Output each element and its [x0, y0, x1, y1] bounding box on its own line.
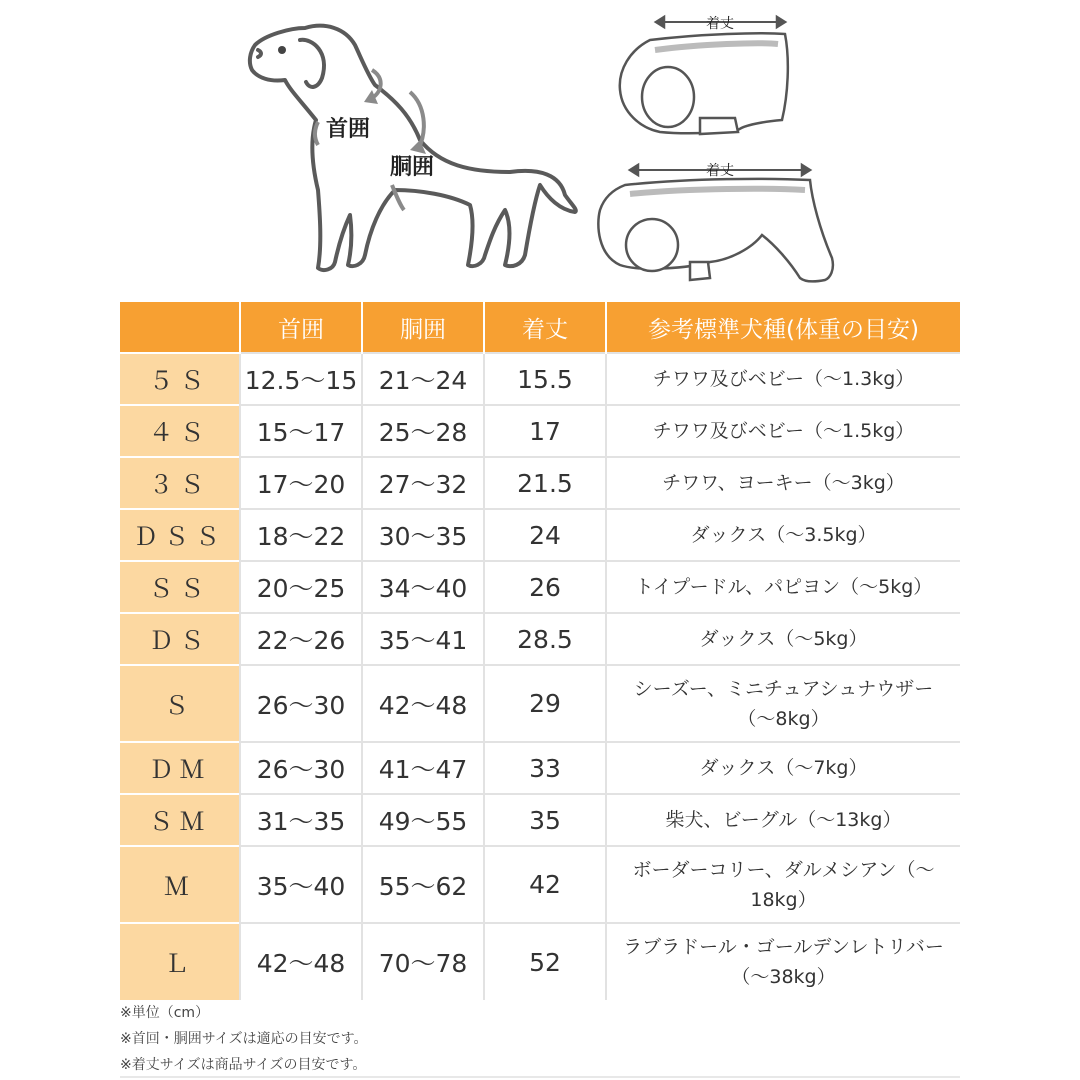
- breed-cell: [606, 923, 960, 1000]
- chest-label: 胴囲: [390, 155, 435, 180]
- table-row: [120, 665, 960, 742]
- length-cell: 24: [484, 509, 606, 561]
- size-cell: Ｍ: [120, 846, 240, 923]
- size-cell: ＳＳ: [120, 561, 240, 613]
- breed-line: チワワ及びベビー（～1.3kg）: [652, 368, 915, 390]
- size-chart-table: [120, 302, 960, 1000]
- breed-line: ダックス（～7kg）: [699, 757, 868, 779]
- length-cell: 15.5: [484, 353, 606, 405]
- table-row: [120, 742, 960, 794]
- size-cell: ＤＭ: [120, 742, 240, 794]
- size-cell: ４Ｓ: [120, 405, 240, 457]
- garment-top-icon: [620, 17, 788, 134]
- breed-cell: [606, 457, 960, 509]
- table-row: [120, 509, 960, 561]
- neck-cell: 15～17: [240, 405, 362, 457]
- dog-and-garment-drawing: [0, 0, 1080, 300]
- breed-cell: [606, 509, 960, 561]
- chest-cell: 35～41: [362, 613, 484, 665]
- length-cell: 42: [484, 846, 606, 923]
- length-cell: 26: [484, 561, 606, 613]
- table-row: [120, 457, 960, 509]
- breed-cell: [606, 742, 960, 794]
- breed-line: （～38kg）: [731, 966, 836, 988]
- size-cell: ３Ｓ: [120, 457, 240, 509]
- breed-cell: [606, 794, 960, 846]
- length-cell: 28.5: [484, 613, 606, 665]
- breed-line: 18kg）: [750, 888, 817, 911]
- note-unit: ※単位（cm）: [120, 1005, 210, 1021]
- breed-cell: [606, 665, 960, 742]
- chest-cell: 49～55: [362, 794, 484, 846]
- chest-cell: 41～47: [362, 742, 484, 794]
- garment-bottom-icon: [598, 165, 833, 281]
- header-chest: 胴囲: [362, 302, 484, 353]
- length-cell: 52: [484, 923, 606, 1000]
- breed-line: ボーダーコリー、ダルメシアン（～: [632, 858, 935, 881]
- neck-cell: 20～25: [240, 561, 362, 613]
- header-neck: 首囲: [240, 302, 362, 353]
- length-cell: 17: [484, 405, 606, 457]
- measurement-illustration: [0, 0, 1080, 300]
- footnotes: [120, 1000, 368, 1078]
- chest-cell: 55～62: [362, 846, 484, 923]
- breed-line: ダックス（～5kg）: [699, 628, 868, 650]
- neck-cell: 42～48: [240, 923, 362, 1000]
- breed-line: シーズー、ミニチュアシュナウザー: [633, 677, 934, 700]
- size-cell: ＤＳＳ: [120, 509, 240, 561]
- breed-line: チワワ及びベビー（～1.5kg）: [652, 420, 915, 442]
- size-cell: ５Ｓ: [120, 353, 240, 405]
- table-row: [120, 353, 960, 405]
- header-size: [120, 302, 240, 353]
- neck-cell: 31～35: [240, 794, 362, 846]
- size-cell: Ｓ: [120, 665, 240, 742]
- breed-line: ラブラドール・ゴールデンレトリバー: [623, 936, 944, 958]
- chest-cell: 70～78: [362, 923, 484, 1000]
- neck-cell: 18～22: [240, 509, 362, 561]
- breed-cell: [606, 613, 960, 665]
- table-row: [120, 405, 960, 457]
- length-cell: 35: [484, 794, 606, 846]
- neck-cell: 17～20: [240, 457, 362, 509]
- table-row: [120, 794, 960, 846]
- breed-line: ダックス（～3.5kg）: [690, 524, 877, 546]
- neck-cell: 26～30: [240, 742, 362, 794]
- header-breed: 参考標準犬種(体重の目安): [606, 302, 960, 353]
- bottom-length-label: 着丈: [706, 163, 734, 179]
- neck-cell: 35～40: [240, 846, 362, 923]
- length-cell: 33: [484, 742, 606, 794]
- chest-cell: 42～48: [362, 665, 484, 742]
- neck-cell: 12.5～15: [240, 353, 362, 405]
- note-neck-chest: ※首回・胴囲サイズは適応の目安です。: [120, 1031, 368, 1047]
- length-cell: 21.5: [484, 457, 606, 509]
- size-cell: Ｌ: [120, 923, 240, 1000]
- breed-line: 柴犬、ビーグル（～13kg）: [665, 809, 902, 831]
- breed-cell: [606, 561, 960, 613]
- note-length: ※着丈サイズは商品サイズの目安です。: [120, 1057, 367, 1073]
- chest-cell: 21～24: [362, 353, 484, 405]
- neck-label: 首囲: [326, 117, 371, 142]
- table-header-row: [120, 302, 960, 353]
- breed-cell: [606, 846, 960, 923]
- divider: [120, 1076, 960, 1078]
- length-cell: 29: [484, 665, 606, 742]
- chest-cell: 27～32: [362, 457, 484, 509]
- chest-cell: 25～28: [362, 405, 484, 457]
- neck-cell: 22～26: [240, 613, 362, 665]
- chest-cell: 34～40: [362, 561, 484, 613]
- table-row: [120, 846, 960, 923]
- breed-line: トイプードル、パピヨン（～5kg）: [634, 576, 933, 598]
- breed-cell: [606, 353, 960, 405]
- breed-line: チワワ、ヨーキー（～3kg）: [662, 472, 905, 494]
- table-body: [120, 353, 960, 1000]
- table-row: [120, 613, 960, 665]
- chest-cell: 30～35: [362, 509, 484, 561]
- breed-cell: [606, 405, 960, 457]
- size-cell: ＤＳ: [120, 613, 240, 665]
- header-length: 着丈: [484, 302, 606, 353]
- size-cell: ＳＭ: [120, 794, 240, 846]
- neck-cell: 26～30: [240, 665, 362, 742]
- table-row: [120, 923, 960, 1000]
- dog-eye-icon: [278, 46, 286, 54]
- table-row: [120, 561, 960, 613]
- top-length-label: 着丈: [706, 16, 734, 32]
- breed-line: （～8kg）: [737, 707, 830, 730]
